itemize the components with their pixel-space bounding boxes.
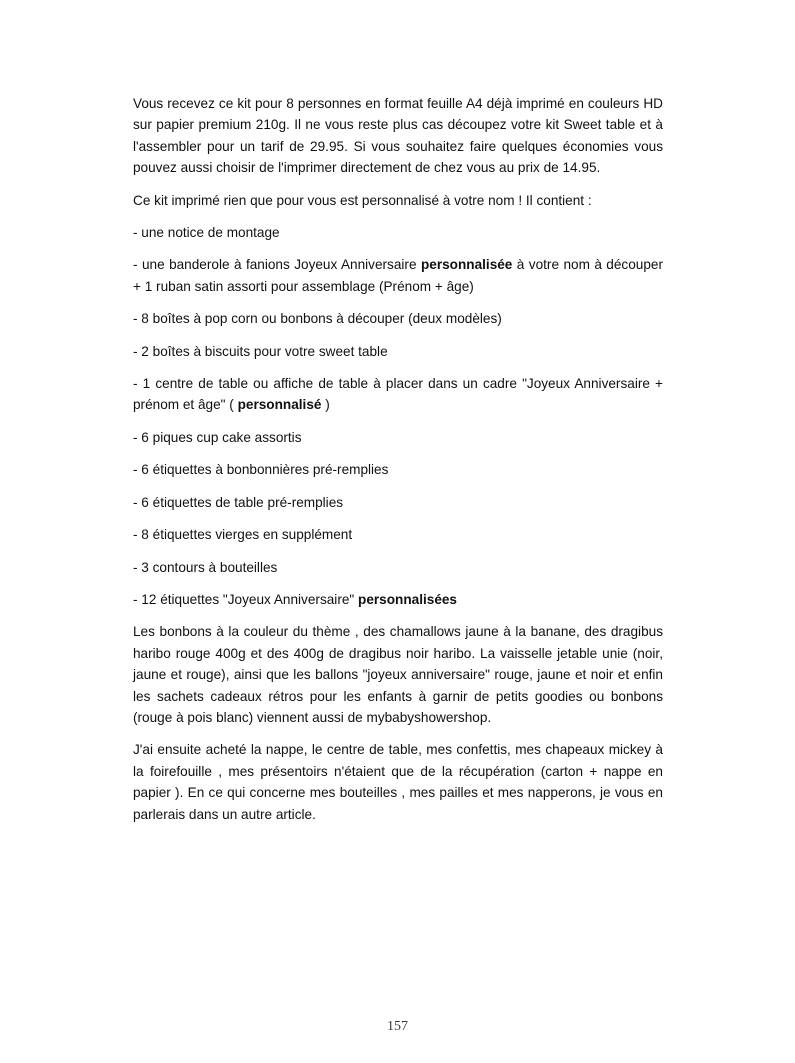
text-run-bold: personnalisée bbox=[420, 257, 513, 273]
list-item-banderole bbox=[133, 254, 663, 297]
list-item-boites-biscuits: - 2 boîtes à biscuits pour votre sweet table bbox=[133, 343, 388, 359]
document-body bbox=[133, 93, 663, 836]
page-number: 157 bbox=[387, 1019, 408, 1034]
list-item-notice-montage: - une notice de montage bbox=[133, 225, 280, 241]
list-item-piques-cupcake: - 6 piques cup cake assortis bbox=[133, 429, 302, 445]
paragraph-bonbons-details: Les bonbons à la couleur du thème , des chamallows jaune à la banane, des dragibus haribo rouge 400g et des 400g de dragibus noir haribo. La vaisselle jetable unie (noir, jaune et rouge), ainsi que les ballons "joyeux anniversaire" rouge, jaune et noir et enfin les sachets cadeaux rétros pour les enfants à garnir de petits goodies ou bonbons (rouge à pois blanc) viennent aussi de mybabyshowershop. bbox=[133, 624, 663, 725]
list-item-etiquettes-vierges: - 8 étiquettes vierges en supplément bbox=[133, 527, 353, 543]
text-run-bold: personnalisées bbox=[358, 591, 457, 607]
list-item-etiquettes-bonbonnieres: - 6 étiquettes à bonbonnières pré-remplies bbox=[133, 462, 389, 478]
list-item-centre-de-table bbox=[133, 373, 663, 416]
list-item-contours-bouteilles: - 3 contours à bouteilles bbox=[133, 559, 278, 575]
text-run: - 12 étiquettes "Joyeux Anniversaire" bbox=[133, 591, 359, 607]
list-item-etiquettes-joyeux-anniversaire bbox=[133, 589, 663, 610]
paragraph-kit-contents-intro: Ce kit imprimé rien que pour vous est personnalisé à votre nom ! Il contient : bbox=[133, 192, 592, 208]
paragraph-autres-achats: J'ai ensuite acheté la nappe, le centre de table, mes confettis, mes chapeaux mickey à la foirefouille , mes présentoirs n'étaient que de la récupération (carton + nappe en papier ). En ce qui concerne mes bouteilles , mes pailles et mes napperons, je vous en parlerais dans un autre article. bbox=[133, 742, 663, 822]
text-run: - une banderole à fanions Joyeux Anniversaire bbox=[133, 257, 421, 273]
text-run: ) bbox=[321, 397, 330, 413]
list-item-boites-popcorn: - 8 boîtes à pop corn ou bonbons à découper (deux modèles) bbox=[133, 311, 502, 327]
text-run: - 1 centre de table ou affiche de table à placer dans un cadre "Joyeux Anniversaire + prénom et âge" ( bbox=[133, 376, 663, 413]
paragraph-kit-description: Vous recevez ce kit pour 8 personnes en format feuille A4 déjà imprimé en couleurs HD sur papier premium 210g. Il ne vous reste plus cas découpez votre kit Sweet table et à l'assembler pour un tarif de 29.95. Si vous souhaitez faire quelques économies vous pouvez aussi choisir de l'imprimer directement de chez vous au prix de 14.95. bbox=[133, 96, 663, 176]
text-run: à votre nom à découper + 1 ruban satin assorti pour assemblage (Prénom + âge) bbox=[133, 257, 663, 294]
list-item-etiquettes-table: - 6 étiquettes de table pré-remplies bbox=[133, 494, 344, 510]
page-footer bbox=[0, 1019, 795, 1035]
text-run-bold: personnalisé bbox=[237, 397, 322, 413]
